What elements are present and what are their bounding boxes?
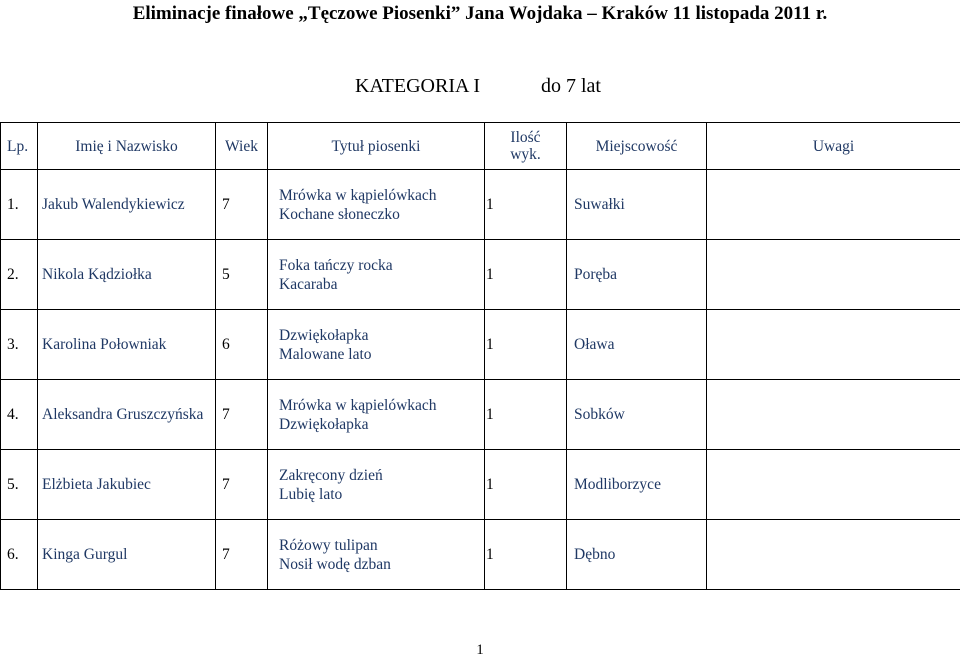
- song-title: Nosił wodę dzban: [279, 555, 391, 573]
- results-table: [0, 122, 960, 590]
- row-place: Oława: [567, 310, 707, 380]
- row-age: 5: [216, 240, 268, 310]
- row-lp: 6.: [1, 520, 38, 590]
- row-name: Karolina Połowniak: [38, 310, 216, 380]
- row-name: Elżbieta Jakubiec: [38, 450, 216, 520]
- row-notes: [707, 170, 960, 240]
- song-title: Dzwiękołapka: [279, 415, 369, 433]
- row-songs: [268, 170, 485, 240]
- song-title: Dzwiękołapka: [279, 326, 369, 344]
- table-header-row: [1, 123, 960, 170]
- song-title: Kacaraba: [279, 275, 338, 293]
- row-lp: 3.: [1, 310, 38, 380]
- table-row: [1, 450, 960, 520]
- row-place: Poręba: [567, 240, 707, 310]
- page-number: 1: [476, 642, 484, 658]
- row-age: 7: [216, 170, 268, 240]
- song-title: Malowane lato: [279, 345, 372, 363]
- document-title: Eliminacje finałowe „Tęczowe Piosenki” Jana Wojdaka – Kraków 11 listopada 2011 r.: [132, 3, 828, 24]
- category-age: do 7 lat: [541, 75, 601, 97]
- header-song: Tytuł piosenki: [268, 123, 485, 170]
- row-place: Dębno: [567, 520, 707, 590]
- header-count: [485, 123, 567, 170]
- header-notes: Uwagi: [707, 123, 960, 170]
- row-notes: [707, 380, 960, 450]
- row-age: 7: [216, 380, 268, 450]
- row-age: 6: [216, 310, 268, 380]
- table-row: [1, 240, 960, 310]
- row-count: 1: [485, 310, 567, 380]
- row-name: Kinga Gurgul: [38, 520, 216, 590]
- row-lp: 4.: [1, 380, 38, 450]
- row-notes: [707, 240, 960, 310]
- song-title: Kochane słoneczko: [279, 205, 400, 223]
- row-age: 7: [216, 450, 268, 520]
- row-notes: [707, 520, 960, 590]
- row-count: 1: [485, 240, 567, 310]
- row-count: 1: [485, 450, 567, 520]
- row-name: Jakub Walendykiewicz: [38, 170, 216, 240]
- song-title: Lubię lato: [279, 485, 343, 503]
- row-place: Modliborzyce: [567, 450, 707, 520]
- song-title: Zakręcony dzień: [279, 466, 383, 484]
- row-lp: 5.: [1, 450, 38, 520]
- row-songs: [268, 380, 485, 450]
- header-name: Imię i Nazwisko: [38, 123, 216, 170]
- song-title: Foka tańczy rocka: [279, 256, 393, 274]
- row-songs: [268, 450, 485, 520]
- row-songs: [268, 240, 485, 310]
- row-place: Suwałki: [567, 170, 707, 240]
- table-row: [1, 310, 960, 380]
- song-title: Mrówka w kąpielówkach: [279, 186, 437, 204]
- song-title: Różowy tulipan: [279, 536, 378, 554]
- header-place: Miejscowość: [567, 123, 707, 170]
- row-name: Nikola Kądziołka: [38, 240, 216, 310]
- row-notes: [707, 310, 960, 380]
- row-songs: [268, 310, 485, 380]
- row-songs: [268, 520, 485, 590]
- row-lp: 1.: [1, 170, 38, 240]
- row-count: 1: [485, 380, 567, 450]
- table-row: [1, 520, 960, 590]
- category-name: KATEGORIA I: [355, 75, 480, 97]
- row-place: Sobków: [567, 380, 707, 450]
- row-age: 7: [216, 520, 268, 590]
- header-count-line1: Ilość: [510, 129, 541, 146]
- song-title: Mrówka w kąpielówkach: [279, 396, 437, 414]
- row-count: 1: [485, 520, 567, 590]
- row-name: Aleksandra Gruszczyńska: [38, 380, 216, 450]
- header-lp: Lp.: [1, 123, 38, 170]
- row-count: 1: [485, 170, 567, 240]
- header-count-line2: wyk.: [510, 146, 541, 163]
- row-lp: 2.: [1, 240, 38, 310]
- header-age: Wiek: [216, 123, 268, 170]
- table-row: [1, 170, 960, 240]
- table-row: [1, 380, 960, 450]
- row-notes: [707, 450, 960, 520]
